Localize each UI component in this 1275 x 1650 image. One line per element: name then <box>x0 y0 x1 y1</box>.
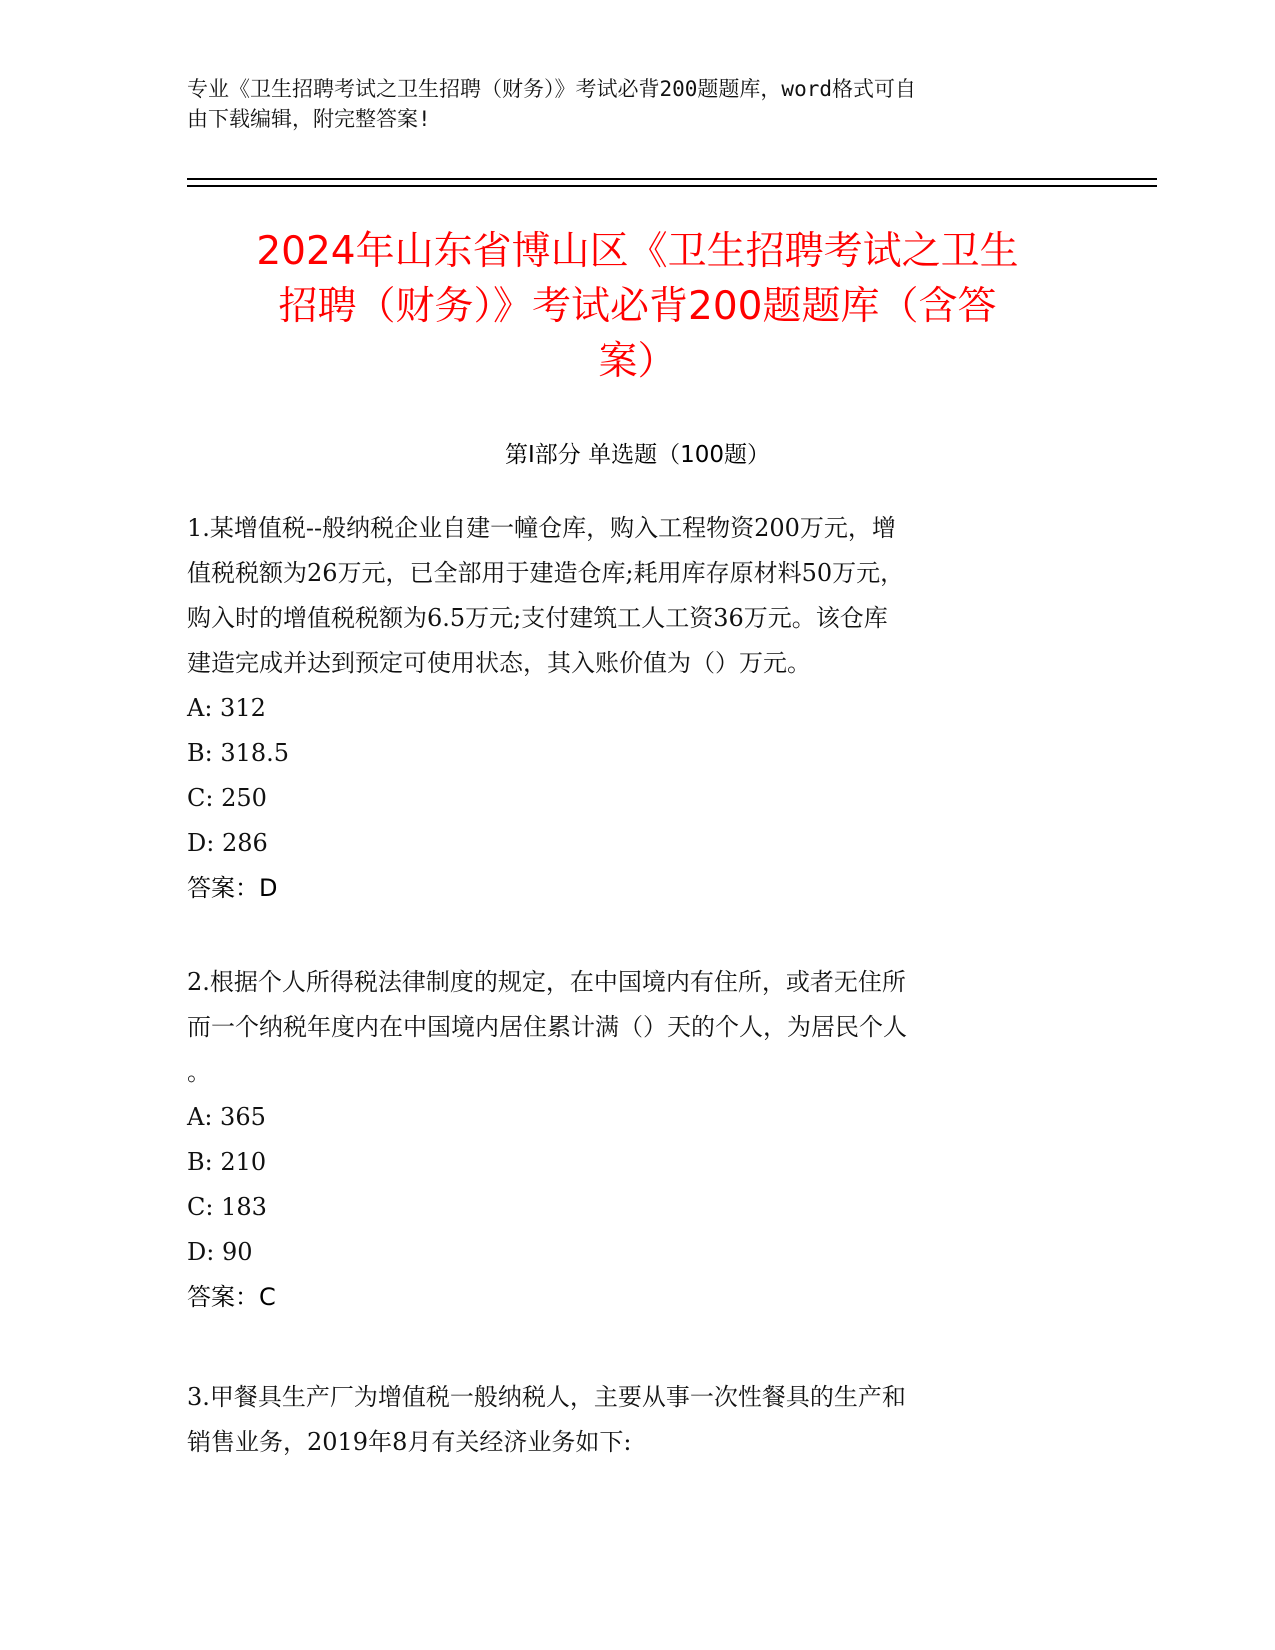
question-text-line: 建造完成并达到预定可使用状态，其入账价值为（）万元。 <box>187 649 811 677</box>
title-line-1: 2024年山东省博山区《卫生招聘考试之卫生 <box>256 229 1019 274</box>
section-heading: 第Ⅰ部分 单选题（100题） <box>505 442 770 468</box>
option-b: B: 210 <box>187 1148 267 1176</box>
option-c: C: 183 <box>187 1193 267 1221</box>
header-divider-bottom <box>187 185 1157 187</box>
question-text-line: 3.甲餐具生产厂为增值税一般纳税人，主要从事一次性餐具的生产和 <box>187 1383 906 1411</box>
header-line-1: 专业《卫生招聘考试之卫生招聘（财务）》考试必背200题题库，word格式可自 <box>187 77 916 101</box>
header-note <box>187 74 1067 134</box>
question-3 <box>187 1375 1067 1465</box>
question-2 <box>187 960 1067 1320</box>
question-text-line: 销售业务，2019年8月有关经济业务如下: <box>187 1428 632 1456</box>
header-line-2: 由下载编辑，附完整答案! <box>187 107 431 131</box>
title-line-3: 案） <box>598 339 677 384</box>
option-d: D: 90 <box>187 1238 253 1266</box>
answer: 答案：D <box>187 874 278 902</box>
question-text-line: 值税税额为26万元，已全部用于建造仓库;耗用库存原材料50万元， <box>187 559 905 587</box>
option-a: A: 312 <box>187 694 266 722</box>
answer: 答案：C <box>187 1283 276 1311</box>
option-a: A: 365 <box>187 1103 266 1131</box>
question-text-line: 2.根据个人所得税法律制度的规定，在中国境内有住所，或者无住所 <box>187 968 906 996</box>
question-1 <box>187 506 1067 911</box>
document-title <box>180 224 1095 389</box>
option-d: D: 286 <box>187 829 268 857</box>
option-c: C: 250 <box>187 784 267 812</box>
question-text-line: 购入时的增值税税额为6.5万元;支付建筑工人工资36万元。该仓库 <box>187 604 888 632</box>
question-text-line: 1.某增值税--般纳税企业自建一幢仓库，购入工程物资200万元，增 <box>187 514 896 542</box>
header-divider-top <box>187 178 1157 180</box>
option-b: B: 318.5 <box>187 739 290 767</box>
question-text-line: 而一个纳税年度内在中国境内居住累计满（）天的个人，为居民个人 <box>187 1013 907 1041</box>
title-line-2: 招聘（财务）》考试必背200题题库（含答 <box>278 284 997 329</box>
question-text-line: 。 <box>187 1058 211 1086</box>
